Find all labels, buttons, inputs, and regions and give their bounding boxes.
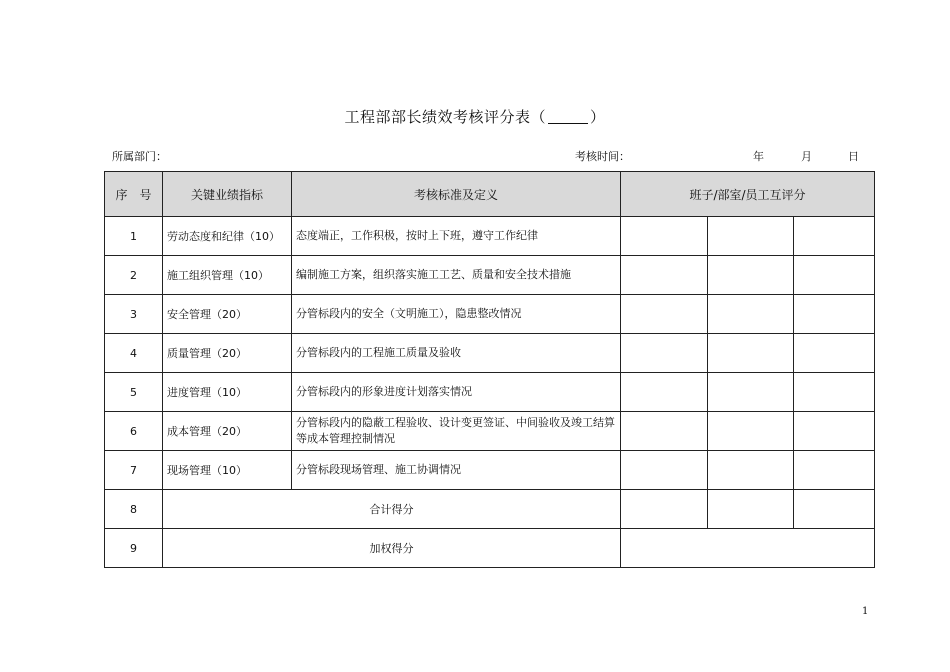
row-kpi: 进度管理（10） [163,373,292,412]
total-score-row [105,490,875,529]
score-cell-2[interactable] [708,373,794,412]
table-row [105,412,875,451]
score-cell-1[interactable] [621,373,708,412]
row-kpi: 安全管理（20） [163,295,292,334]
table-row [105,295,875,334]
table-row [105,334,875,373]
table-row [105,451,875,490]
table-row [105,217,875,256]
score-cell-1[interactable] [621,295,708,334]
row-no: 7 [105,451,163,490]
score-cell-3[interactable] [794,295,875,334]
total-score-cell-1[interactable] [621,490,708,529]
row-no: 4 [105,334,163,373]
row-no: 5 [105,373,163,412]
kpi-score-table [104,171,875,568]
score-cell-2[interactable] [708,295,794,334]
row-kpi: 质量管理（20） [163,334,292,373]
score-cell-2[interactable] [708,256,794,295]
row-no: 6 [105,412,163,451]
page-number: 1 [862,606,869,617]
header-kpi: 关键业绩指标 [163,172,292,217]
weighted-score-row [105,529,875,568]
weighted-score-cell[interactable] [621,529,875,568]
row-criteria: 分管标段内的隐蔽工程验收、设计变更签证、中间验收及竣工结算等成本管理控制情况 [292,412,621,451]
row-kpi: 成本管理（20） [163,412,292,451]
score-cell-3[interactable] [794,256,875,295]
row-no: 2 [105,256,163,295]
score-cell-3[interactable] [794,217,875,256]
score-cell-1[interactable] [621,217,708,256]
score-cell-3[interactable] [794,373,875,412]
row-criteria: 分管标段现场管理、施工协调情况 [292,451,621,490]
header-no: 序 号 [105,172,163,217]
row-no: 3 [105,295,163,334]
header-criteria: 考核标准及定义 [292,172,621,217]
row-criteria: 分管标段内的安全（文明施工），隐患整改情况 [292,295,621,334]
score-cell-2[interactable] [708,451,794,490]
score-cell-1[interactable] [621,451,708,490]
total-score-cell-2[interactable] [708,490,794,529]
department-label: 所属部门： [112,150,167,163]
row-kpi: 现场管理（10） [163,451,292,490]
score-cell-1[interactable] [621,334,708,373]
row-criteria: 编制施工方案，组织落实施工工艺、质量和安全技术措施 [292,256,621,295]
score-cell-3[interactable] [794,334,875,373]
row-no: 9 [105,529,163,568]
total-score-label: 合计得分 [163,490,621,529]
score-cell-1[interactable] [621,256,708,295]
row-kpi: 施工组织管理（10） [163,256,292,295]
row-kpi: 劳动态度和纪律（10） [163,217,292,256]
table-row [105,373,875,412]
row-criteria: 分管标段内的形象进度计划落实情况 [292,373,621,412]
total-score-cell-3[interactable] [794,490,875,529]
score-cell-1[interactable] [621,412,708,451]
table-header-row [105,172,875,217]
score-cell-2[interactable] [708,217,794,256]
score-cell-2[interactable] [708,412,794,451]
year-label: 年 [753,150,764,163]
month-label: 月 [801,150,812,163]
header-score: 班子/部室/员工互评分 [621,172,875,217]
table-row [105,256,875,295]
row-no: 8 [105,490,163,529]
form-title [0,106,950,127]
form-title-text: 工程部部长绩效考核评分表（ [344,108,546,126]
row-criteria: 态度端正，工作积极，按时上下班，遵守工作纪律 [292,217,621,256]
score-cell-2[interactable] [708,334,794,373]
weighted-score-label: 加权得分 [163,529,621,568]
row-criteria: 分管标段内的工程施工质量及验收 [292,334,621,373]
score-cell-3[interactable] [794,412,875,451]
day-label: 日 [848,150,859,163]
row-no: 1 [105,217,163,256]
title-blank-line[interactable] [548,109,588,124]
form-title-close: ） [590,108,606,126]
assessment-time-label: 考核时间： [575,150,630,163]
score-cell-3[interactable] [794,451,875,490]
